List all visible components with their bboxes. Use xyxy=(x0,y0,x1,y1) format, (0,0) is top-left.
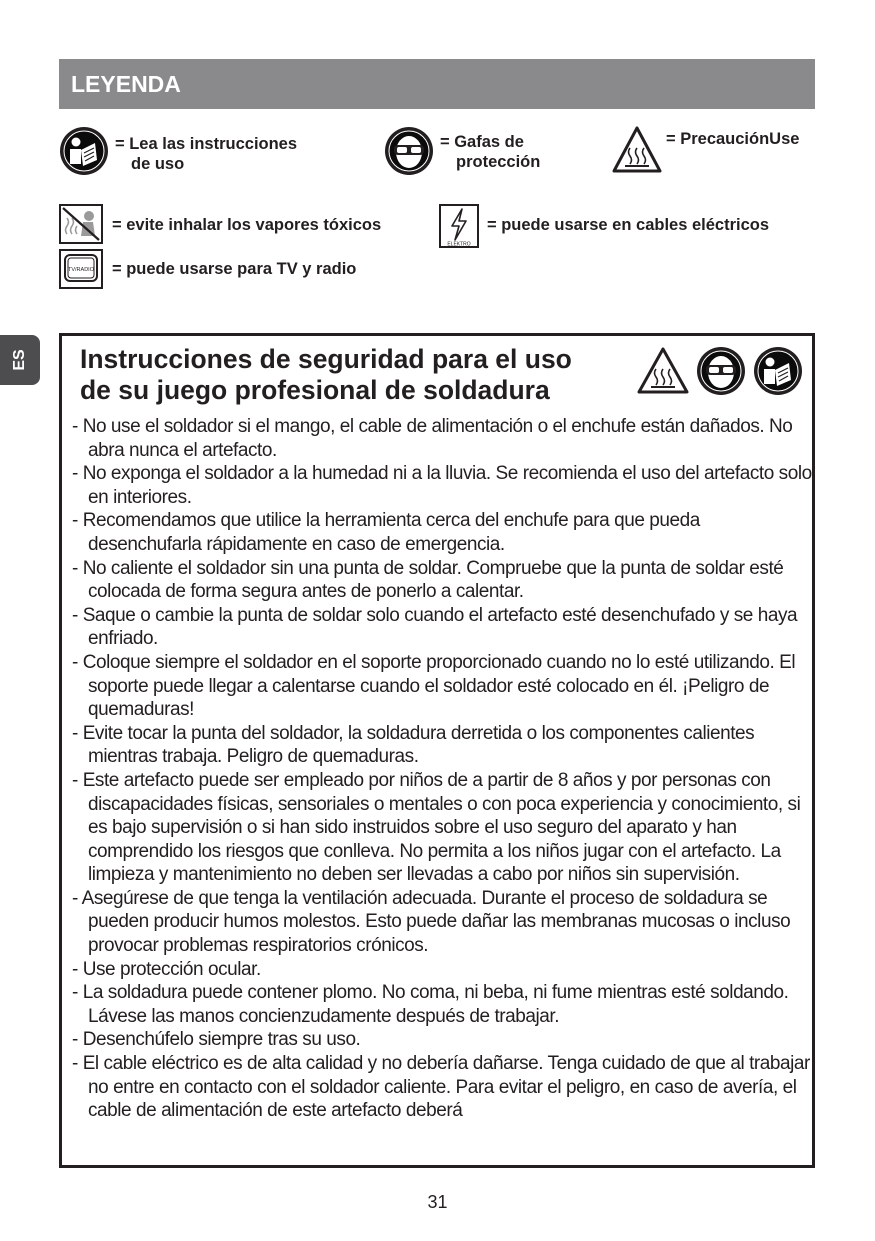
legend-item-electric-cables xyxy=(439,204,769,248)
legend-text: = puede usarse en cables eléctricos xyxy=(487,216,770,234)
legend-text: = PrecauciónUse xyxy=(666,130,800,148)
safety-rule: - Este artefacto puede ser empleado por niños de a partir de 8 años y por personas con discapacidades físicas, sensoriales o mentales o con poca experiencia y conocimiento, si es bajo supervisión o si han sido instruidos sobre el uso seguro del aparato y han comprendido los riesgos que conlleva. No permita a los niños jugar con el artefacto. La limpieza y mantenimiento no deben ser llevadas a cabo por niños sin supervisión. xyxy=(72,769,801,886)
legend-text: = puede usarse para TV y radio xyxy=(112,260,357,278)
safety-rule: - Asegúrese de que tenga la ventilación adecuada. Durante el proceso de soldadura se pueden producir humos molestos. Esto puede dañar las membranas mucosas o incluso provocar problemas respiratorios crónicos. xyxy=(72,887,791,957)
safety-rule: - Coloque siempre el soldador en el soporte proporcionado cuando no lo esté utilizando. El soporte puede llegar a calentarse cuando el soldador esté colocado en él. ¡Peligro de quemaduras! xyxy=(72,651,796,721)
no-toxic-fumes-icon xyxy=(59,204,103,244)
legend-header xyxy=(59,59,815,109)
legend-text: = Gafas de xyxy=(440,133,524,151)
safety-rules-list xyxy=(72,415,814,1123)
legend-item-no-toxic-fumes xyxy=(59,204,381,244)
electric-cable-icon-label: ELEKTRO xyxy=(447,241,471,248)
safety-title-icons xyxy=(637,346,803,396)
safety-rule: - El cable eléctrico es de alta calidad y no debería dañarse. Tenga cuidado de que al trabajar no entre en contacto con el soldador caliente. Para evitar el peligro, en caso de avería, el cable de alimentación de este artefacto deberá xyxy=(72,1053,810,1122)
page-number: 31 xyxy=(427,1192,448,1212)
safety-title-line2: de su juego profesional de soldadura xyxy=(80,375,550,405)
safety-rule: - No use el soldador si el mango, el cable de alimentación o el enchufe están dañados. No abra nunca el artefacto. xyxy=(72,416,793,461)
safety-rule: - Desenchúfelo siempre tras su uso. xyxy=(72,1029,361,1051)
electric-cable-icon xyxy=(439,204,479,248)
legend-item-safety-goggles xyxy=(384,126,540,176)
hot-surface-warning-icon xyxy=(637,347,689,395)
language-tab-label: ES xyxy=(11,349,28,371)
legend-text: = Lea las instrucciones xyxy=(115,135,298,153)
safety-rule: - Saque o cambie la punta de soldar solo cuando el artefacto esté desenchufado y se haya enfriado. xyxy=(72,604,798,650)
language-tab xyxy=(0,335,40,385)
safety-rule: - No caliente el soldador sin una punta de soldar. Compruebe que la punta de soldar esté colocada de forma segura antes de ponerlo a calentar. xyxy=(72,557,784,603)
read-instructions-icon xyxy=(753,346,803,396)
safety-rule: - Use protección ocular. xyxy=(72,958,261,980)
tv-radio-icon xyxy=(59,249,103,289)
safety-goggles-icon xyxy=(384,126,434,176)
safety-rule: - La soldadura puede contener plomo. No coma, ni beba, ni fume mientras esté soldando. Lávese las manos concienzudamente después de trabajar. xyxy=(72,982,789,1027)
read-instructions-icon xyxy=(59,126,109,176)
legend-item-caution xyxy=(612,126,799,174)
tv-radio-icon-label: TV/RADIO xyxy=(68,267,94,273)
legend-item-tv-radio xyxy=(59,249,356,289)
safety-title-line1: Instrucciones de seguridad para el uso xyxy=(80,344,572,374)
legend-title: LEYENDA xyxy=(71,71,181,97)
legend-text-continued: protección xyxy=(456,153,541,171)
safety-rule: - No exponga el soldador a la humedad ni a la lluvia. Se recomienda el uso del artefacto solo en interiores. xyxy=(72,463,812,508)
legend-text-continued: de uso xyxy=(131,155,185,173)
safety-title xyxy=(80,344,640,406)
legend-item-read-instructions xyxy=(59,126,297,176)
safety-instructions-box xyxy=(59,333,815,1168)
legend-text: = evite inhalar los vapores tóxicos xyxy=(112,216,382,234)
safety-rule: - Evite tocar la punta del soldador, la soldadura derretida o los componentes calientes mientras trabaja. Peligro de quemaduras. xyxy=(72,722,755,768)
safety-rule: - Recomendamos que utilice la herramienta cerca del enchufe para que pueda desenchufarla rápidamente en caso de emergencia. xyxy=(72,510,700,555)
hot-surface-warning-icon xyxy=(612,126,662,174)
safety-goggles-icon xyxy=(696,346,746,396)
